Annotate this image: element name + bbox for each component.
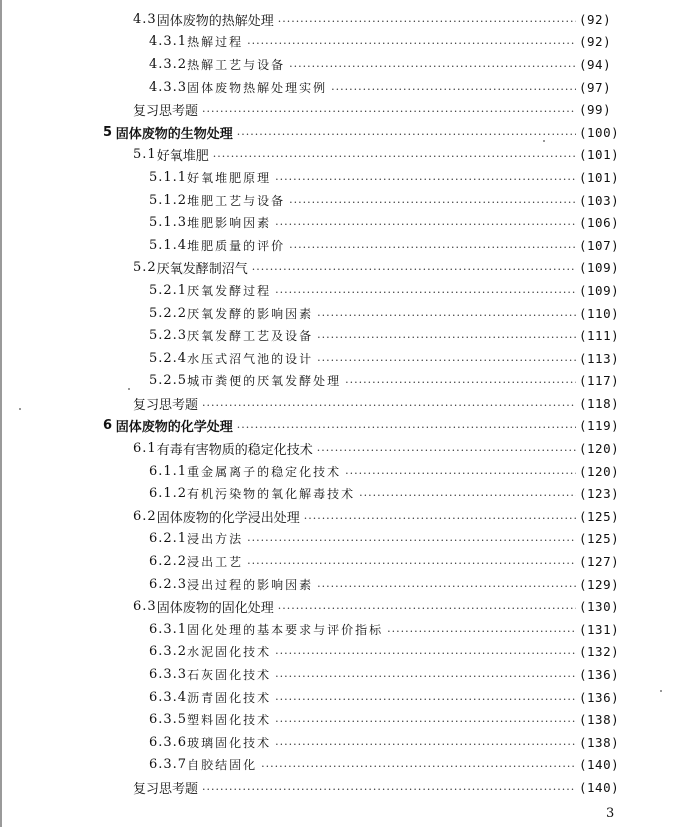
toc-entry-number: 5.2.4 [149, 350, 188, 366]
toc-entry-page: (99) [579, 102, 612, 118]
toc-entry [0, 573, 694, 596]
toc-entry [0, 686, 694, 709]
toc-entry-page: (138) [579, 734, 620, 750]
page-number: 3 [606, 806, 615, 821]
toc-entry [0, 166, 694, 189]
toc-entry-number: 4.3 [133, 11, 157, 27]
toc-entry-page: (132) [579, 644, 620, 660]
toc-entry-title: 厌氧发酵制沼气 [156, 262, 248, 278]
dot-leader [317, 332, 576, 343]
toc-entry-title: 堆肥影响因素 [187, 216, 272, 231]
toc-entry-title: 玻璃固化技术 [187, 735, 272, 750]
dot-leader [275, 287, 576, 298]
toc-entry-page: (131) [579, 621, 620, 637]
toc-entry [0, 121, 694, 144]
toc-entry [0, 8, 694, 31]
toc-entry-number: 6.1.2 [149, 486, 188, 502]
toc-entry-page: (125) [579, 508, 620, 524]
toc-entry-page: (109) [579, 260, 620, 276]
toc-entry-number: 5.1.1 [149, 169, 188, 185]
toc-entry-page: (125) [579, 531, 620, 547]
dot-leader [237, 422, 576, 433]
toc-entry-number: 6.3.3 [149, 667, 188, 683]
dot-leader [275, 716, 576, 727]
toc-entry [0, 76, 694, 99]
toc-entry-title: 厌氧发酵的影响因素 [187, 306, 314, 321]
dot-leader [304, 513, 576, 524]
toc-entry-number: 5.2.2 [149, 305, 188, 321]
toc-entry-title: 浸出方法 [187, 532, 244, 547]
toc-entry-number: 5.1.2 [149, 192, 188, 208]
table-of-contents [0, 8, 694, 799]
toc-entry-title: 水压式沼气池的设计 [187, 351, 314, 366]
toc-entry [0, 324, 694, 347]
dot-leader [317, 355, 576, 366]
toc-entry-title: 固化处理的基本要求与评价指标 [187, 622, 384, 637]
dot-leader [317, 581, 576, 592]
toc-entry-title: 城市粪便的厌氧发酵处理 [187, 374, 342, 389]
dot-leader [345, 377, 576, 388]
dot-leader [317, 445, 576, 456]
toc-entry-number: 6.3.1 [149, 621, 188, 637]
toc-entry [0, 370, 694, 393]
toc-entry-page: (129) [579, 576, 620, 592]
toc-entry-title: 固体废物的化学浸出处理 [156, 510, 300, 526]
toc-entry [0, 663, 694, 686]
toc-entry-number: 5.2.5 [149, 373, 188, 389]
toc-entry-number: 6.2.2 [149, 554, 188, 570]
toc-entry [0, 211, 694, 234]
toc-entry [0, 505, 694, 528]
dot-leader [345, 468, 576, 479]
toc-entry-number: 6 [103, 418, 113, 434]
toc-entry-number: 4.3.1 [149, 34, 188, 50]
toc-entry-page: (136) [579, 689, 620, 705]
toc-entry-number: 5.2 [133, 260, 157, 276]
toc-entry-title: 水泥固化技术 [187, 645, 272, 660]
dot-leader [278, 16, 576, 27]
dot-leader [275, 739, 576, 750]
dot-leader [247, 558, 576, 569]
dot-leader [387, 626, 576, 637]
toc-entry-title: 固体废物的固化处理 [156, 601, 274, 617]
toc-entry-title: 复习思考题 [133, 781, 199, 797]
toc-entry [0, 482, 694, 505]
toc-entry [0, 98, 694, 121]
dot-leader [317, 310, 576, 321]
toc-entry-title: 固体废物热解处理实例 [187, 80, 328, 95]
toc-entry-page: (136) [579, 667, 620, 683]
toc-entry-number: 6.3 [133, 599, 157, 615]
toc-entry-page: (120) [579, 441, 620, 457]
toc-entry-number: 6.3.7 [149, 757, 188, 773]
toc-entry [0, 528, 694, 551]
toc-entry-page: (138) [579, 712, 620, 728]
toc-entry-number: 6.2.1 [149, 531, 188, 547]
toc-entry [0, 53, 694, 76]
toc-entry-title: 固体废物的热解处理 [156, 13, 274, 29]
toc-entry [0, 257, 694, 280]
toc-entry-page: (127) [579, 554, 620, 570]
toc-entry [0, 641, 694, 664]
toc-entry-title: 好氧堆肥原理 [187, 170, 272, 185]
dot-leader [289, 242, 576, 253]
toc-entry [0, 595, 694, 618]
toc-entry-title: 重金属离子的稳定化技术 [187, 464, 342, 479]
toc-entry-page: (130) [579, 599, 620, 615]
toc-entry-number: 5.1.3 [149, 215, 188, 231]
toc-entry-page: (123) [579, 486, 620, 502]
dot-leader [252, 264, 576, 275]
toc-entry-number: 5.2.3 [149, 328, 188, 344]
toc-entry-title: 堆肥质量的评价 [187, 238, 286, 253]
toc-entry-page: (100) [579, 124, 620, 140]
toc-entry-title: 厌氧发酵工艺及设备 [187, 329, 314, 344]
toc-entry-page: (103) [579, 192, 620, 208]
toc-entry-page: (109) [579, 282, 620, 298]
dot-leader [275, 694, 576, 705]
toc-entry-title: 热解过程 [187, 35, 244, 50]
toc-entry-number: 6.3.2 [149, 644, 188, 660]
dot-leader [275, 671, 576, 682]
toc-entry-page: (107) [579, 237, 620, 253]
toc-entry-page: (101) [579, 147, 620, 163]
scan-speck [543, 140, 545, 142]
toc-entry-number: 5.2.1 [149, 282, 188, 298]
toc-entry-page: (106) [579, 215, 620, 231]
toc-entry-title: 厌氧发酵过程 [187, 283, 272, 298]
toc-entry [0, 754, 694, 777]
toc-entry-title: 堆肥工艺与设备 [187, 193, 286, 208]
toc-entry [0, 415, 694, 438]
toc-entry-number: 6.1 [133, 441, 157, 457]
toc-entry-number: 5.1 [133, 147, 157, 163]
dot-leader [289, 197, 576, 208]
dot-leader [289, 61, 576, 72]
toc-entry-number: 6.3.6 [149, 734, 188, 750]
toc-entry-page: (92) [579, 34, 612, 50]
dot-leader [202, 400, 576, 411]
dot-leader [213, 151, 576, 162]
toc-entry [0, 302, 694, 325]
toc-entry [0, 618, 694, 641]
toc-entry-page: (140) [579, 757, 620, 773]
toc-entry-title: 自胶结固化 [187, 758, 258, 773]
toc-entry-page: (120) [579, 463, 620, 479]
toc-entry [0, 347, 694, 370]
toc-entry-number: 4.3.3 [149, 79, 188, 95]
dot-leader [359, 490, 576, 501]
toc-entry-page: (119) [579, 418, 620, 434]
toc-entry [0, 234, 694, 257]
dot-leader [247, 38, 576, 49]
toc-entry-page: (97) [579, 79, 612, 95]
toc-entry [0, 279, 694, 302]
toc-entry [0, 31, 694, 54]
dot-leader [275, 648, 576, 659]
toc-entry-title: 沥青固化技术 [187, 690, 272, 705]
toc-entry-number: 4.3.2 [149, 56, 188, 72]
toc-entry-page: (111) [579, 328, 620, 344]
toc-entry [0, 144, 694, 167]
toc-entry [0, 776, 694, 799]
toc-entry-number: 6.2.3 [149, 576, 188, 592]
toc-entry-title: 固体废物的生物处理 [115, 126, 233, 142]
cut-off-next-line [0, 822, 694, 827]
dot-leader [202, 784, 576, 795]
toc-entry [0, 708, 694, 731]
dot-leader [278, 603, 576, 614]
dot-leader [331, 84, 576, 95]
cut-off-text-fragment [140, 822, 500, 826]
toc-entry [0, 550, 694, 573]
toc-entry-page: (118) [579, 395, 620, 411]
toc-entry-page: (117) [579, 373, 620, 389]
toc-entry-title: 有机污染物的氧化解毒技术 [187, 487, 356, 502]
toc-entry-page: (110) [579, 305, 620, 321]
toc-entry-title: 好氧堆肥 [156, 149, 209, 165]
toc-entry-title: 固体废物的化学处理 [115, 420, 233, 436]
toc-entry-number: 5 [103, 124, 113, 140]
toc-entry-title: 有毒有害物质的稳定化技术 [156, 443, 313, 459]
dot-leader [247, 535, 576, 546]
dot-leader [261, 761, 576, 772]
toc-entry-title: 浸出过程的影响因素 [187, 577, 314, 592]
toc-entry-title: 塑料固化技术 [187, 713, 272, 728]
toc-entry-page: (140) [579, 779, 620, 795]
toc-entry-page: (101) [579, 169, 620, 185]
toc-entry-title: 复习思考题 [133, 397, 199, 413]
toc-entry [0, 731, 694, 754]
toc-entry-title: 复习思考题 [133, 104, 199, 120]
dot-leader [275, 219, 576, 230]
toc-entry [0, 437, 694, 460]
toc-entry-page: (94) [579, 56, 612, 72]
toc-entry-number: 6.1.1 [149, 463, 188, 479]
toc-entry [0, 392, 694, 415]
scan-speck [660, 690, 662, 692]
dot-leader [237, 129, 576, 140]
toc-entry [0, 460, 694, 483]
toc-entry-title: 石灰固化技术 [187, 668, 272, 683]
toc-entry-page: (113) [579, 350, 620, 366]
toc-entry-number: 5.1.4 [149, 237, 188, 253]
toc-entry-number: 6.3.4 [149, 689, 188, 705]
scan-speck [19, 408, 21, 410]
toc-entry-page: (92) [579, 11, 612, 27]
toc-entry-number: 6.3.5 [149, 712, 188, 728]
toc-entry [0, 189, 694, 212]
toc-entry-title: 热解工艺与设备 [187, 57, 286, 72]
toc-entry-number: 6.2 [133, 508, 157, 524]
toc-entry-title: 浸出工艺 [187, 555, 244, 570]
scan-speck [128, 388, 130, 390]
dot-leader [275, 174, 576, 185]
dot-leader [202, 106, 576, 117]
